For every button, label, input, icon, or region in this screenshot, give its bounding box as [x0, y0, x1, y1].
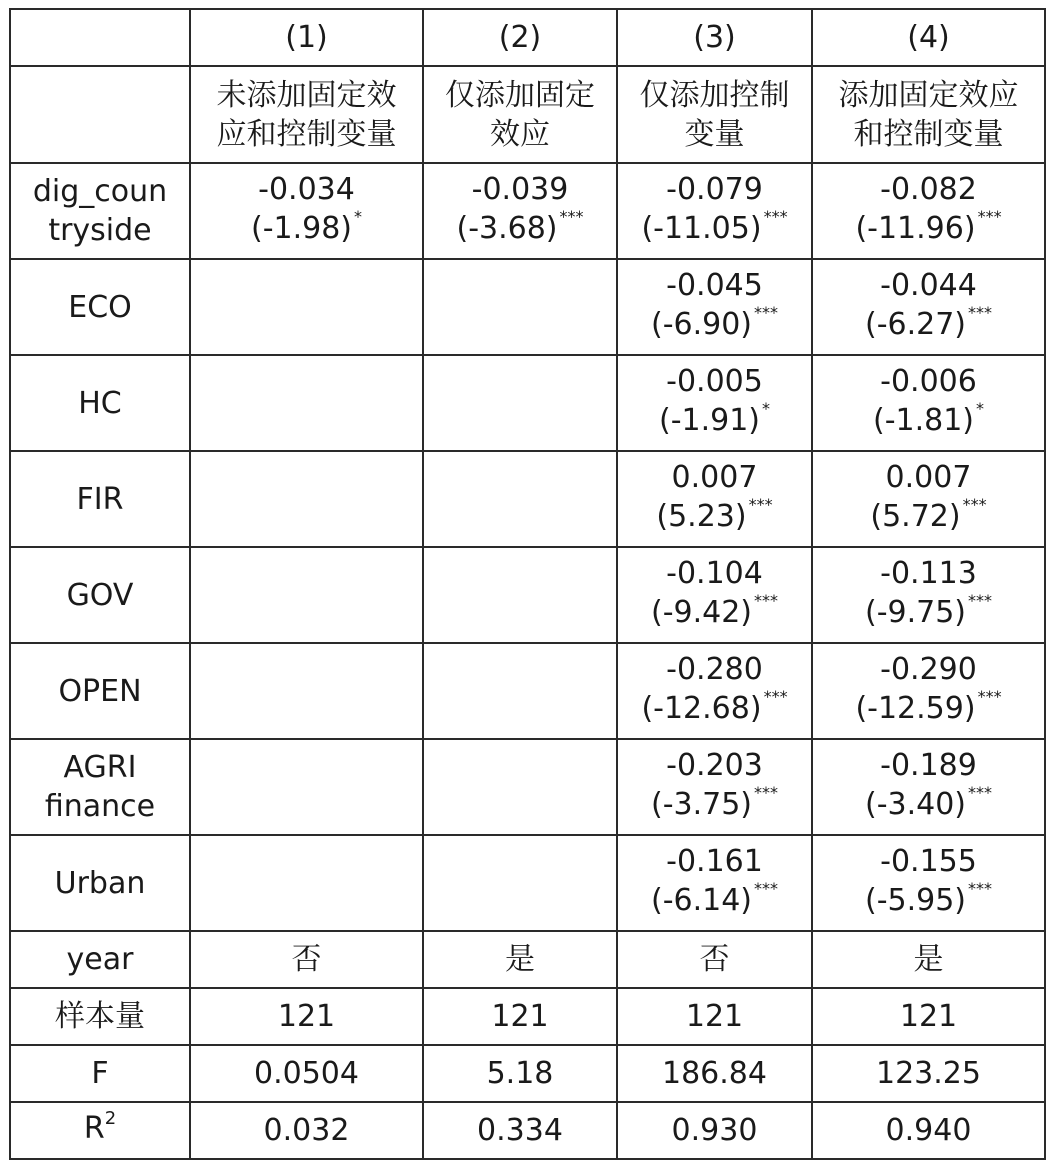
- t-statistic: (-12.68): [641, 691, 762, 726]
- coefficient-cell: [617, 259, 812, 355]
- coefficient-cell: [423, 355, 617, 451]
- t-statistic: (-6.90): [650, 307, 753, 342]
- column-number-2: [423, 9, 617, 66]
- t-statistic: (-1.91): [658, 403, 761, 438]
- significance-stars: ***: [962, 495, 987, 514]
- statistic-value: 0.930: [671, 1113, 758, 1148]
- significance-stars: ***: [754, 783, 779, 802]
- t-statistic-line: [813, 209, 1044, 252]
- coefficient-cell: [617, 835, 812, 931]
- statistic-value: 121: [899, 999, 958, 1034]
- coefficient-cell: [190, 355, 423, 451]
- variable-row: [10, 739, 1045, 835]
- coefficient-cell: [190, 259, 423, 355]
- statistic-value-cell: [617, 1045, 812, 1102]
- coefficient-cell: [190, 451, 423, 547]
- column-number-3: [617, 9, 812, 66]
- significance-stars: ***: [968, 879, 993, 898]
- statistic-value-cell: [190, 931, 423, 988]
- significance-stars: ***: [763, 687, 788, 706]
- model-description-line: 添加固定效应: [838, 77, 1019, 113]
- t-statistic: (-1.81): [872, 403, 975, 438]
- t-statistic-line: [618, 881, 811, 924]
- coefficient-value: 0.007: [671, 460, 758, 495]
- coefficient-cell: [423, 739, 617, 835]
- variable-name: OPEN: [58, 673, 142, 709]
- statistic-value: 186.84: [662, 1056, 767, 1091]
- coefficient-cell: [423, 835, 617, 931]
- t-statistic: (-11.96): [855, 211, 976, 246]
- column-number-label: (1): [285, 20, 328, 55]
- statistic-row: [10, 931, 1045, 988]
- statistic-row: [10, 988, 1045, 1045]
- regression-table: [9, 8, 1046, 1160]
- significance-stars: *: [354, 207, 363, 226]
- variable-name: finance: [44, 789, 156, 824]
- statistic-value: 否: [291, 942, 322, 977]
- t-statistic-line: [191, 209, 422, 252]
- regression-table-body: [10, 9, 1045, 1159]
- significance-stars: *: [976, 399, 985, 418]
- model-description-2: [423, 66, 617, 163]
- t-statistic-line: [813, 689, 1044, 732]
- coefficient-value: -0.039: [471, 172, 569, 207]
- coefficient-value: -0.082: [880, 172, 977, 207]
- t-statistic: (-1.98): [250, 211, 353, 246]
- t-statistic: (5.72): [870, 499, 961, 534]
- statistic-value-cell: [190, 1102, 423, 1159]
- statistic-value-cell: [190, 988, 423, 1045]
- t-statistic: (-5.95): [864, 883, 967, 918]
- t-statistic-line: [618, 209, 811, 252]
- t-statistic: (-12.59): [855, 691, 976, 726]
- variable-name: Urban: [54, 865, 146, 901]
- coefficient-cell: [423, 259, 617, 355]
- statistic-label-cell: [10, 988, 190, 1045]
- variable-row: [10, 163, 1045, 259]
- statistic-value-cell: [812, 1102, 1045, 1159]
- coefficient-cell: [812, 163, 1045, 259]
- coefficient-value: -0.005: [666, 364, 763, 399]
- model-description-line: 仅添加固定: [445, 77, 595, 113]
- t-statistic-line: [813, 593, 1044, 636]
- model-description-line: 应和控制变量: [216, 116, 397, 152]
- coefficient-cell: [812, 259, 1045, 355]
- coefficient-cell: [617, 547, 812, 643]
- statistic-value-cell: [423, 1102, 617, 1159]
- statistic-row: [10, 1045, 1045, 1102]
- statistic-value: 0.334: [477, 1113, 563, 1148]
- t-statistic-line: [813, 881, 1044, 924]
- t-statistic-line: [618, 785, 811, 828]
- coefficient-cell: [812, 835, 1045, 931]
- statistic-label-superscript: 2: [104, 1108, 117, 1129]
- statistic-label: year: [66, 942, 134, 977]
- model-description-line: 未添加固定效: [216, 77, 397, 113]
- column-number-4: [812, 9, 1045, 66]
- variable-name-cell: [10, 259, 190, 355]
- statistic-label-cell: [10, 1102, 190, 1159]
- coefficient-value: -0.079: [666, 172, 763, 207]
- statistic-value: 0.032: [263, 1113, 350, 1148]
- significance-stars: ***: [754, 303, 779, 322]
- t-statistic: (5.23): [656, 499, 747, 534]
- model-description-1: [190, 66, 423, 163]
- coefficient-value: -0.155: [880, 844, 977, 879]
- variable-row: [10, 259, 1045, 355]
- model-description-line: 和控制变量: [853, 116, 1004, 152]
- column-number-row: [10, 9, 1045, 66]
- coefficient-cell: [812, 547, 1045, 643]
- column-number-1: [190, 9, 423, 66]
- statistic-label-cell: [10, 1045, 190, 1102]
- t-statistic: (-6.14): [650, 883, 753, 918]
- t-statistic: (-3.75): [650, 787, 753, 822]
- variable-name-cell: [10, 739, 190, 835]
- variable-name: ECO: [68, 289, 132, 325]
- significance-stars: ***: [754, 879, 779, 898]
- statistic-value-cell: [617, 931, 812, 988]
- coefficient-cell: [190, 643, 423, 739]
- statistic-value: 123.25: [876, 1056, 981, 1091]
- coefficient-cell: [812, 355, 1045, 451]
- corner-cell: [10, 9, 190, 66]
- t-statistic-line: [618, 689, 811, 732]
- coefficient-cell: [423, 163, 617, 259]
- variable-name: FIR: [76, 481, 124, 517]
- statistic-value-cell: [190, 1045, 423, 1102]
- column-number-label: (4): [907, 20, 950, 55]
- coefficient-cell: [617, 739, 812, 835]
- statistic-value: 121: [277, 999, 336, 1034]
- coefficient-value: -0.113: [880, 556, 977, 591]
- model-description-line: 仅添加控制: [639, 77, 790, 113]
- coefficient-value: -0.290: [880, 652, 977, 687]
- t-statistic: (-3.40): [864, 787, 967, 822]
- statistic-value: 是: [913, 942, 944, 977]
- significance-stars: *: [762, 399, 771, 418]
- statistic-value-cell: [617, 1102, 812, 1159]
- significance-stars: ***: [559, 207, 584, 226]
- coefficient-cell: [190, 835, 423, 931]
- variable-row: [10, 451, 1045, 547]
- coefficient-value: -0.045: [666, 268, 763, 303]
- coefficient-cell: [812, 451, 1045, 547]
- t-statistic: (-3.68): [456, 211, 558, 246]
- variable-row: [10, 547, 1045, 643]
- t-statistic-line: [618, 305, 811, 348]
- statistic-value-cell: [423, 988, 617, 1045]
- coefficient-value: 0.007: [885, 460, 972, 495]
- statistic-value-cell: [617, 988, 812, 1045]
- coefficient-cell: [190, 547, 423, 643]
- variable-name: GOV: [66, 577, 134, 613]
- t-statistic-line: [813, 785, 1044, 828]
- coefficient-cell: [190, 739, 423, 835]
- variable-name: HC: [78, 385, 122, 421]
- coefficient-cell: [617, 451, 812, 547]
- variable-row: [10, 835, 1045, 931]
- column-number-label: (3): [693, 20, 736, 55]
- t-statistic: (-9.42): [650, 595, 753, 630]
- coefficient-cell: [812, 643, 1045, 739]
- significance-stars: ***: [977, 207, 1002, 226]
- coefficient-cell: [617, 643, 812, 739]
- statistic-value: 0.940: [885, 1113, 972, 1148]
- coefficient-cell: [617, 355, 812, 451]
- coefficient-cell: [190, 163, 423, 259]
- coefficient-value: -0.203: [666, 748, 763, 783]
- significance-stars: ***: [968, 591, 993, 610]
- variable-row: [10, 355, 1045, 451]
- t-statistic-line: [618, 497, 811, 540]
- model-description-4: [812, 66, 1045, 163]
- coefficient-value: -0.006: [880, 364, 977, 399]
- statistic-value: 5.18: [486, 1056, 554, 1091]
- statistic-label: R: [83, 1111, 105, 1146]
- coefficient-value: -0.280: [666, 652, 763, 687]
- statistic-value-cell: [812, 931, 1045, 988]
- coefficient-cell: [423, 451, 617, 547]
- statistic-value-cell: [812, 988, 1045, 1045]
- model-description-row: [10, 66, 1045, 163]
- significance-stars: ***: [977, 687, 1002, 706]
- coefficient-value: -0.161: [666, 844, 763, 879]
- t-statistic-line: [813, 305, 1044, 348]
- column-number-label: (2): [498, 20, 542, 55]
- statistic-label: 样本量: [55, 999, 145, 1034]
- variable-name: tryside: [48, 213, 152, 248]
- statistic-label: F: [91, 1056, 109, 1091]
- model-description-line: 变量: [684, 116, 745, 152]
- statistic-value-cell: [812, 1045, 1045, 1102]
- t-statistic-line: [618, 593, 811, 636]
- t-statistic-line: [424, 209, 616, 252]
- significance-stars: ***: [763, 207, 788, 226]
- coefficient-cell: [423, 547, 617, 643]
- t-statistic: (-11.05): [641, 211, 762, 246]
- variable-row: [10, 643, 1045, 739]
- t-statistic-line: [813, 401, 1044, 444]
- t-statistic: (-9.75): [864, 595, 967, 630]
- coefficient-value: -0.044: [880, 268, 977, 303]
- model-description-3: [617, 66, 812, 163]
- statistic-value-cell: [423, 931, 617, 988]
- t-statistic: (-6.27): [864, 307, 967, 342]
- description-corner-cell: [10, 66, 190, 163]
- coefficient-cell: [423, 643, 617, 739]
- variable-name: AGRI: [63, 750, 137, 785]
- statistic-value: 否: [699, 942, 730, 977]
- variable-name-cell: [10, 163, 190, 259]
- statistic-row: [10, 1102, 1045, 1159]
- significance-stars: ***: [754, 591, 779, 610]
- coefficient-value: -0.189: [880, 748, 977, 783]
- variable-name-cell: [10, 355, 190, 451]
- variable-name: dig_coun: [32, 174, 168, 209]
- variable-name-cell: [10, 451, 190, 547]
- statistic-value-cell: [423, 1045, 617, 1102]
- variable-name-cell: [10, 643, 190, 739]
- statistic-value: 121: [491, 999, 549, 1034]
- significance-stars: ***: [968, 783, 993, 802]
- statistic-value: 0.0504: [254, 1056, 359, 1091]
- coefficient-cell: [812, 739, 1045, 835]
- statistic-value: 121: [685, 999, 744, 1034]
- significance-stars: ***: [968, 303, 993, 322]
- model-description-line: 效应: [490, 116, 550, 152]
- coefficient-cell: [617, 163, 812, 259]
- variable-name-cell: [10, 835, 190, 931]
- coefficient-value: -0.034: [258, 172, 355, 207]
- variable-name-cell: [10, 547, 190, 643]
- t-statistic-line: [813, 497, 1044, 540]
- t-statistic-line: [618, 401, 811, 444]
- significance-stars: ***: [748, 495, 773, 514]
- statistic-label-cell: [10, 931, 190, 988]
- coefficient-value: -0.104: [666, 556, 763, 591]
- statistic-value: 是: [505, 942, 535, 977]
